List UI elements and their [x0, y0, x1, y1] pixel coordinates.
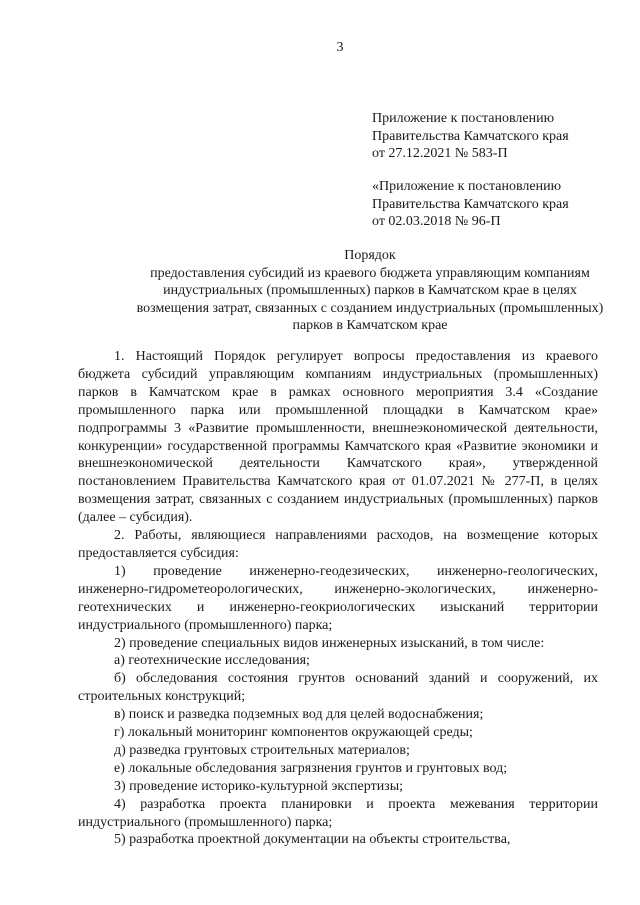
sub-list-item: д) разведка грунтовых строительных материалов;: [114, 742, 410, 758]
document-title: [70, 247, 640, 335]
page-number: 3: [336, 40, 344, 55]
sub-list-item: в) поиск и разведка подземных вод для целей водоснабжения;: [114, 707, 484, 723]
list-item: 2) проведение специальных видов инженерных изысканий, в том числе:: [114, 635, 545, 651]
appendix-line: от 02.03.2018 № 96-П: [372, 214, 501, 229]
paragraph: 2. Работы, являющиеся направлениями расходов, на возмещение которых предоставляется субсидия:: [78, 528, 598, 561]
appendix-line: «Приложение к постановлению: [372, 179, 562, 194]
title-line: индустриальных (промышленных) парков в Камчатском крае в целях: [163, 283, 577, 299]
appendix-line: Правительства Камчатского края: [372, 128, 569, 144]
list-item: 5) разработка проектной документации на объекты строительства,: [114, 832, 511, 848]
list-item: 3) проведение историко-культурной экспертизы;: [114, 778, 404, 794]
title-line: возмещения затрат, связанных с созданием индустриальных (промышленных): [136, 300, 604, 316]
sub-list-item: г) локальный мониторинг компонентов окружающей среды;: [114, 725, 473, 741]
appendix-header-current: [372, 110, 569, 163]
appendix-header-previous: [372, 178, 569, 231]
appendix-line: от 27.12.2021 № 583-П: [372, 146, 508, 161]
sub-list-item: б) обследования состояния грунтов оснований зданий и сооружений, их строительных конструкций;: [78, 671, 598, 705]
document-body: [78, 348, 598, 849]
sub-list-item: а) геотехнические исследования;: [114, 653, 310, 669]
title-line: Порядок: [344, 248, 396, 263]
paragraph: 1. Настоящий Порядок регулирует вопросы предоставления из краевого бюджета субсидий управляющим компаниям индустриальных (промышленных) парков в Камчатском крае в рамках основного мероприятия 3.4 «Создание промышленного парка или промышленной площадки в Камчатском крае» подпрограммы 3 «Развитие промышленности, внешнеэкономической деятельности, конкуренции» государственной программы Камчатского края «Развитие экономики и внешнеэкономической деятельности Камчатского края», утвержденной постановлением Правительства Камчатского края от 01.07.2021 № 277-П, в целях возмещения затрат, связанных с созданием индустриальных (промышленных) парков (далее – субсидия).: [78, 349, 598, 526]
appendix-line: Приложение к постановлению: [372, 111, 555, 126]
sub-list-item: е) локальные обследования загрязнения грунтов и грунтовых вод;: [114, 760, 508, 776]
appendix-line: Правительства Камчатского края: [372, 196, 569, 212]
title-line: предоставления субсидий из краевого бюджета управляющим компаниям: [150, 265, 590, 281]
title-line: парков в Камчатском крае: [292, 318, 448, 334]
list-item: 4) разработка проекта планировки и проекта межевания территории индустриального (промышленного) парка;: [78, 796, 598, 830]
list-item: 1) проведение инженерно-геодезических, инженерно-геологических, инженерно-гидрометеорологических, инженерно-экологических, инженерно-геотехнических и инженерно-геокриологических изысканий территории индустриального (промышленного) парка;: [78, 563, 598, 633]
